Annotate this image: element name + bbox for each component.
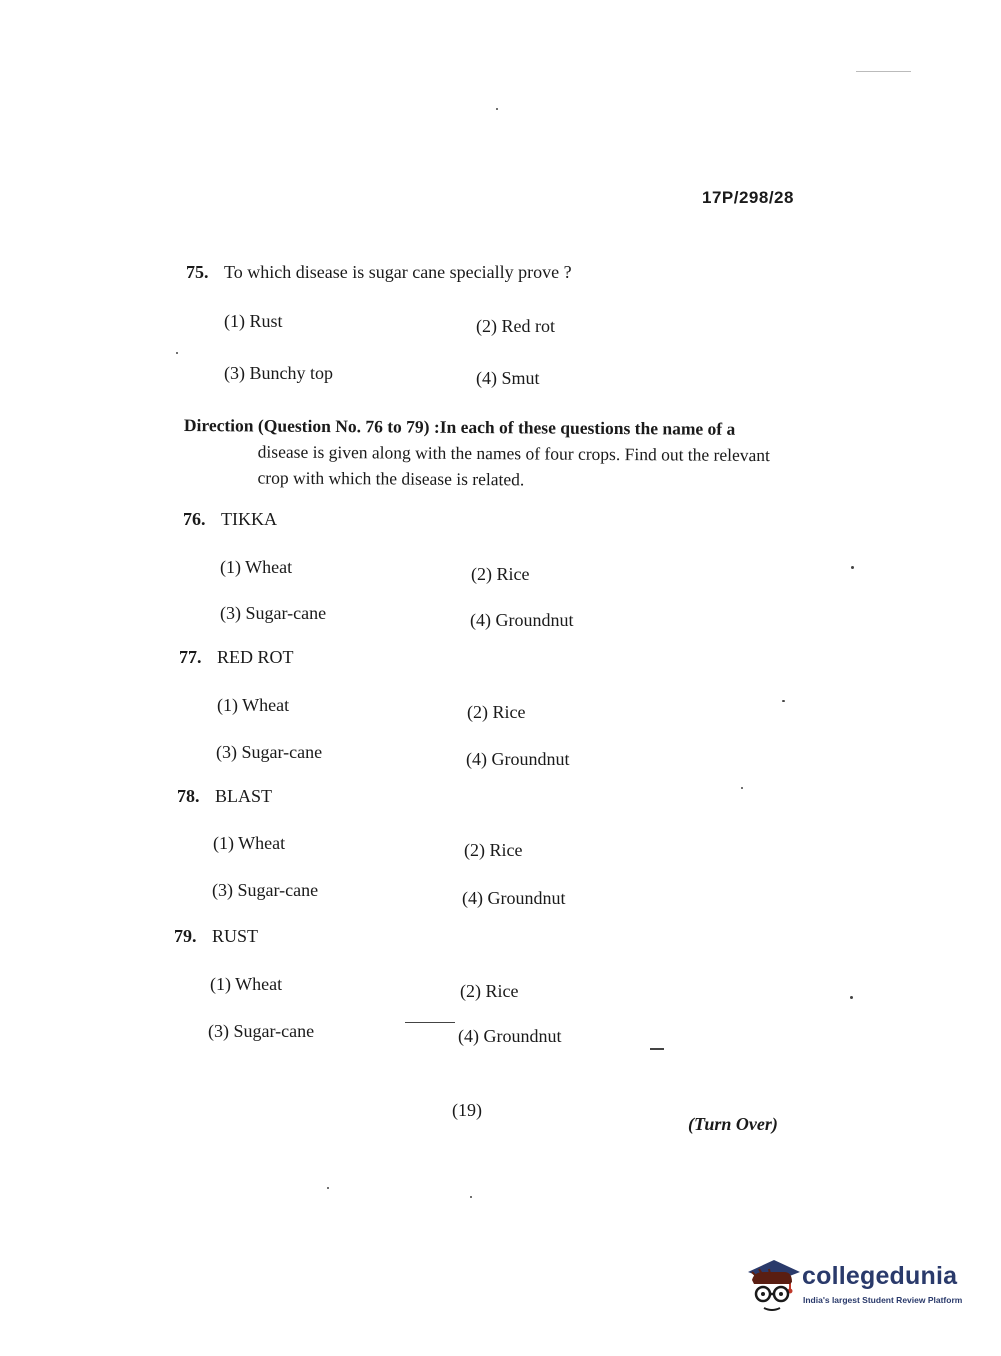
scan-speck [650,1048,664,1050]
scan-speck [327,1187,329,1189]
student-mascot-icon [744,1250,802,1314]
question-number: 77. [179,647,202,667]
scan-speck [405,1022,455,1023]
option-78-3: (3) Sugar-cane [212,880,319,900]
scan-speck [741,787,743,789]
direction-text-first: In each of these questions the name of a [439,416,736,439]
turn-over-label: (Turn Over) [688,1114,778,1134]
question-number: 79. [174,926,197,946]
page-code: 17P/298/28 [702,188,794,207]
direction-block [183,412,794,494]
question-number: 76. [183,509,206,529]
option-76-3: (3) Sugar-cane [220,603,327,623]
option-76-4: (4) Groundnut [470,610,574,630]
option-77-2: (2) Rice [467,702,526,722]
scan-speck [851,566,854,569]
page-number: (19) [452,1100,482,1120]
option-75-4: (4) Smut [476,368,540,388]
collegedunia-logo [744,1250,969,1320]
question-78 [177,786,272,807]
scan-speck [176,352,178,354]
brand-tagline: India's largest Student Review Platform [803,1295,963,1305]
option-75-3: (3) Bunchy top [224,363,333,383]
option-79-4: (4) Groundnut [458,1026,562,1046]
scan-speck [782,700,785,702]
scan-mark [856,71,911,72]
option-78-4: (4) Groundnut [462,888,566,908]
option-79-1: (1) Wheat [210,974,283,994]
option-75-1: (1) Rust [224,311,283,331]
question-text: RUST [212,926,259,946]
option-78-1: (1) Wheat [213,833,286,853]
question-number: 75. [186,262,209,282]
option-77-4: (4) Groundnut [466,749,570,769]
question-77 [179,647,294,668]
direction-lead: Direction (Question No. 76 to 79) : [183,414,440,437]
option-78-2: (2) Rice [464,840,523,860]
question-75 [186,262,572,283]
question-text: BLAST [215,786,273,806]
option-79-2: (2) Rice [460,981,519,1001]
option-75-2: (2) Red rot [476,316,555,336]
question-79 [174,926,258,947]
direction-text: disease is given along with the names of four crops. Find out the relevant crop with which the disease is related. [257,441,771,490]
option-77-3: (3) Sugar-cane [216,742,323,762]
question-text: TIKKA [221,509,277,529]
question-text: RED ROT [217,647,294,667]
option-76-2: (2) Rice [471,564,530,584]
option-77-1: (1) Wheat [217,695,290,715]
scan-speck [850,996,853,999]
scan-speck [470,1196,472,1198]
brand-name: collegedunia [802,1262,958,1290]
question-text: To which disease is sugar cane specially prove ? [224,262,572,282]
question-76 [183,509,277,530]
option-76-1: (1) Wheat [220,557,293,577]
scan-speck [496,108,498,110]
question-number: 78. [177,786,200,806]
option-79-3: (3) Sugar-cane [208,1021,315,1041]
